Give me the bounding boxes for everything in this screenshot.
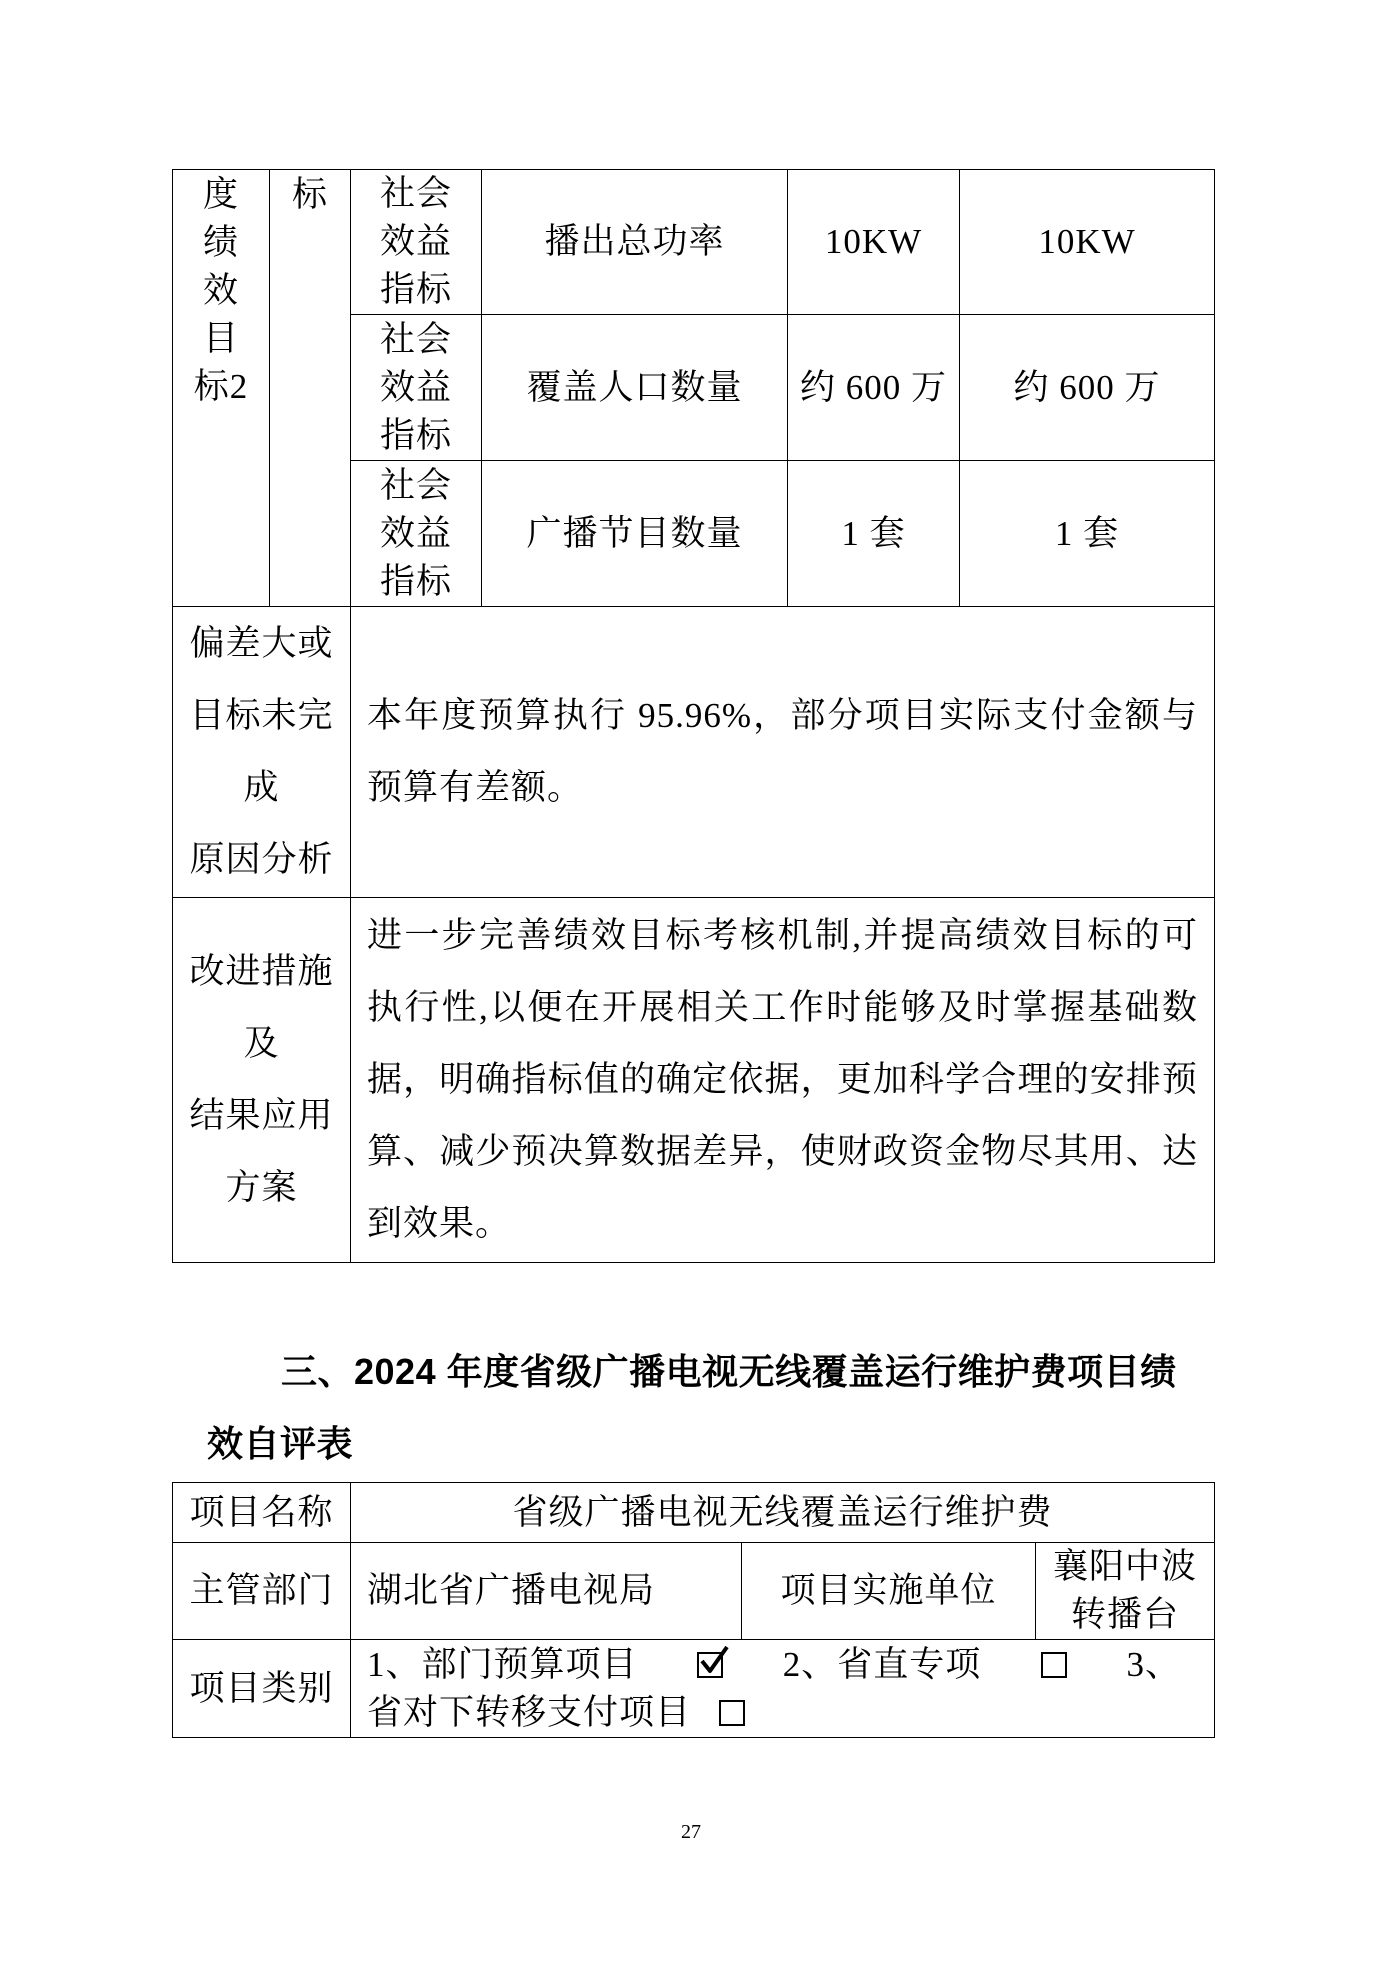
indicator-target: 约 600 万 [788, 315, 960, 461]
project-category-row [173, 1640, 1215, 1738]
category-option-3-checkbox [719, 1700, 745, 1726]
indicator-category [351, 170, 482, 315]
indicator-level1-label [270, 170, 351, 607]
improvement-measures-line: 执行性,以便在开展相关工作时能够及时掌握基础数 [367, 988, 1198, 1027]
goal-group-label [173, 170, 270, 607]
improvement-measures-line: 算、减少预决算数据差异，使财政资金物尽其用、达 [367, 1132, 1198, 1171]
category-option-2-label: 2、省直专项 [782, 1644, 982, 1684]
deviation-label-line: 原因分析 [189, 840, 334, 879]
indicator-actual: 10KW [960, 170, 1215, 315]
category-option-1-label: 1、部门预算项目 [367, 1644, 638, 1684]
indicator-category-line: 指标 [379, 270, 452, 309]
deviation-label [173, 607, 351, 898]
indicator-target: 10KW [788, 170, 960, 315]
improvement-label-line: 及 [243, 1024, 280, 1063]
page-number: 27 [681, 1821, 701, 1843]
improvement-label-line: 结果应用 [189, 1096, 334, 1135]
deviation-analysis-line: 本年度预算执行 95.96%，部分项目实际支付金额与 [367, 696, 1198, 735]
deviation-label-line: 偏差大或 [189, 624, 334, 663]
check-mark-icon [698, 1644, 730, 1678]
indicator-name: 覆盖人口数量 [482, 315, 788, 461]
deviation-row [173, 607, 1215, 898]
indicator-category-line: 效益 [379, 513, 452, 553]
improvement-row [173, 898, 1215, 1263]
deviation-label-line: 成 [243, 768, 280, 807]
improvement-label-line: 方案 [225, 1168, 298, 1207]
indicator-target: 1 套 [788, 461, 960, 607]
deviation-label-line: 目标未完 [189, 696, 334, 735]
indicator-category-line: 指标 [379, 561, 452, 601]
indicator-actual: 约 600 万 [960, 315, 1215, 461]
performance-indicator-table [172, 169, 1215, 1263]
goal-group-label-line: 目 [202, 319, 239, 358]
department-value: 湖北省广播电视局 [351, 1543, 742, 1640]
indicator-category-line: 效益 [379, 367, 452, 407]
improvement-measures-line: 到效果。 [367, 1204, 512, 1243]
goal-group-label-line: 效 [202, 271, 239, 310]
implementer-value-line: 转播台 [1071, 1595, 1180, 1634]
improvement-label [173, 898, 351, 1263]
project-category-options [351, 1640, 1215, 1738]
project-name-value: 省级广播电视无线覆盖运行维护费 [351, 1483, 1215, 1543]
implementer-label: 项目实施单位 [742, 1543, 1036, 1640]
department-label: 主管部门 [173, 1543, 351, 1640]
indicator-category-line: 指标 [379, 415, 452, 455]
indicator-category-line: 社会 [379, 319, 452, 359]
indicator-category-line: 社会 [379, 465, 452, 505]
indicator-category-line: 社会 [379, 174, 452, 213]
indicator-level1-label-text: 标 [291, 175, 328, 214]
improvement-measures-line: 进一步完善绩效目标考核机制,并提高绩效目标的可 [367, 916, 1198, 955]
goal-group-label-line: 标2 [193, 367, 249, 406]
section-heading-line: 效自评表 [207, 1423, 354, 1464]
project-info-table [172, 1482, 1215, 1738]
department-row [173, 1543, 1215, 1640]
deviation-analysis [351, 607, 1215, 898]
improvement-measures-line: 据，明确指标值的确定依据，更加科学合理的安排预 [367, 1060, 1198, 1099]
project-category-label: 项目类别 [173, 1640, 351, 1738]
improvement-label-line: 改进措施 [189, 952, 334, 991]
indicator-name: 广播节目数量 [482, 461, 788, 607]
indicator-name: 播出总功率 [482, 170, 788, 315]
indicator-category [351, 461, 482, 607]
implementer-value [1036, 1543, 1215, 1640]
project-name-label: 项目名称 [173, 1483, 351, 1543]
indicator-row [173, 170, 1215, 315]
goal-group-label-line: 度 [202, 175, 239, 214]
category-options-line [367, 1689, 1181, 1737]
category-option-1-checkbox [697, 1652, 723, 1678]
section-heading [207, 1336, 1177, 1480]
category-option-3-label-cont: 省对下转移支付项目 [367, 1692, 692, 1732]
category-options-line [367, 1641, 1181, 1689]
improvement-measures [351, 898, 1215, 1263]
implementer-value-line: 襄阳中波 [1053, 1547, 1198, 1586]
goal-group-label-line: 绩 [202, 223, 239, 262]
category-option-3-label: 3、 [1126, 1644, 1181, 1684]
indicator-category [351, 315, 482, 461]
category-option-2-checkbox [1041, 1652, 1067, 1678]
deviation-analysis-line: 预算有差额。 [367, 768, 584, 807]
indicator-category-line: 效益 [379, 222, 452, 261]
indicator-actual: 1 套 [960, 461, 1215, 607]
project-name-row [173, 1483, 1215, 1543]
section-heading-line: 三、2024 年度省级广播电视无线覆盖运行维护费项目绩 [281, 1351, 1177, 1392]
